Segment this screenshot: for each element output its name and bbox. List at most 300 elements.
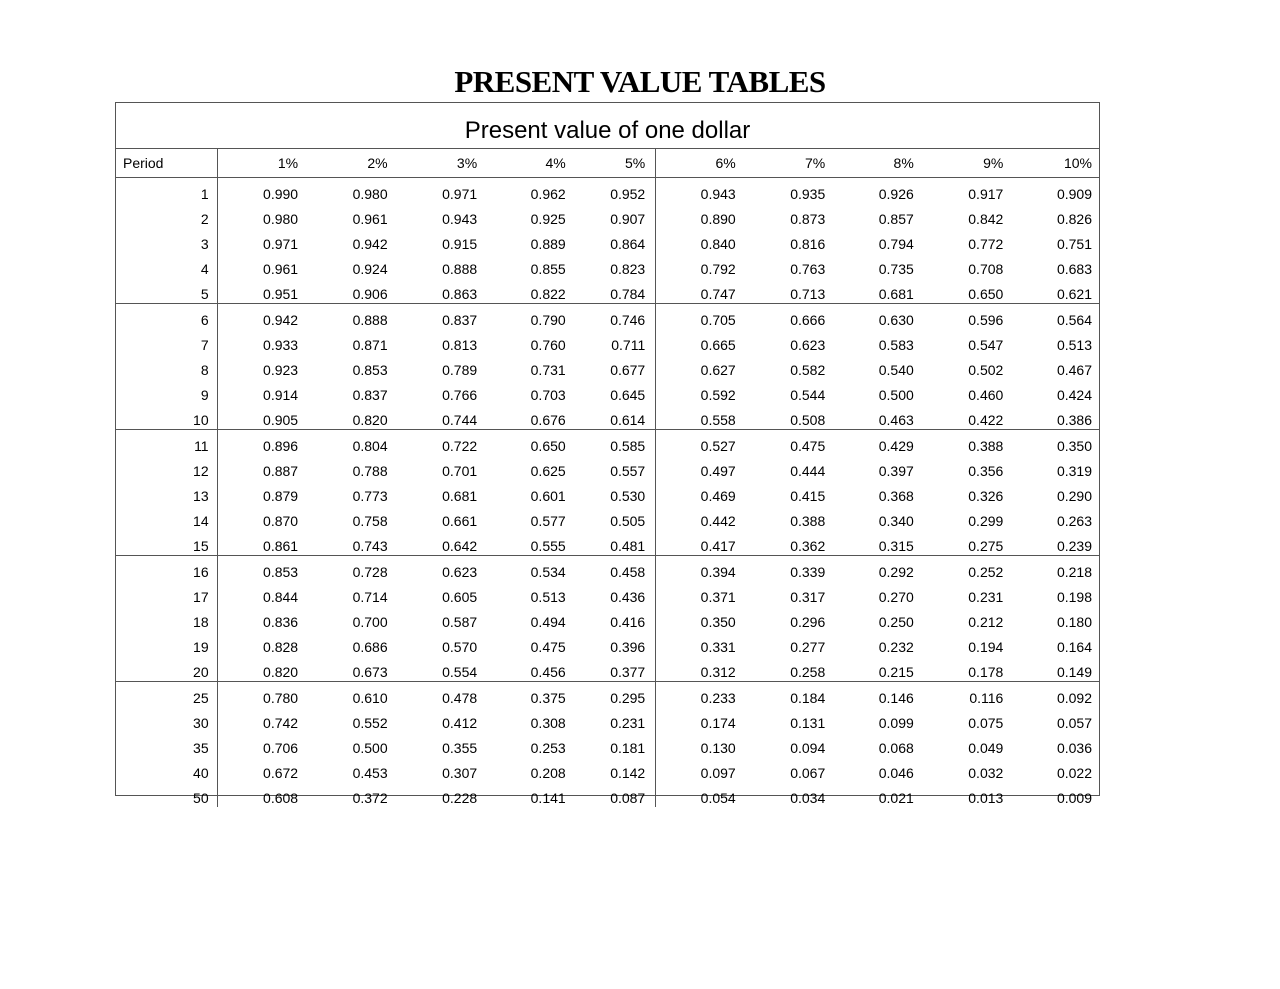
pv-factor: 0.415 <box>790 487 826 504</box>
pv-factor: 0.054 <box>700 789 736 806</box>
pv-factor: 0.087 <box>610 789 646 806</box>
value-cell <box>477 505 566 530</box>
value-cell <box>217 253 298 278</box>
header-rate: 1% <box>217 149 298 178</box>
period-label: 18 <box>193 613 209 630</box>
period-label: 3 <box>200 235 209 252</box>
pv-factor: 0.544 <box>790 386 826 403</box>
period-label: 8 <box>200 361 209 378</box>
pv-factor: 0.092 <box>1056 689 1092 706</box>
value-cell <box>217 732 298 757</box>
value-cell <box>825 631 914 656</box>
value-cell <box>566 707 656 732</box>
pv-factor: 0.933 <box>263 336 299 353</box>
value-cell <box>914 707 1004 732</box>
value-cell <box>914 379 1004 404</box>
value-cell <box>1003 707 1100 732</box>
pv-factor: 0.924 <box>352 260 388 277</box>
pv-factor: 0.713 <box>790 285 826 302</box>
pv-factor: 0.708 <box>968 260 1004 277</box>
value-cell <box>388 379 478 404</box>
value-cell <box>298 354 388 379</box>
pv-factor: 0.424 <box>1056 386 1092 403</box>
value-cell <box>825 682 914 708</box>
pv-factor: 0.623 <box>442 563 478 580</box>
value-cell <box>914 304 1004 330</box>
value-cell <box>656 505 736 530</box>
value-cell <box>1003 430 1100 456</box>
value-cell <box>914 329 1004 354</box>
pv-factor: 0.621 <box>1056 285 1092 302</box>
value-cell <box>914 581 1004 606</box>
value-cell <box>736 556 826 582</box>
pv-factor: 0.097 <box>700 764 736 781</box>
value-cell <box>656 253 736 278</box>
pv-factor: 0.888 <box>442 260 478 277</box>
value-cell <box>388 606 478 631</box>
pv-factor: 0.790 <box>530 311 566 328</box>
value-cell <box>914 505 1004 530</box>
period-label: 11 <box>194 437 209 454</box>
present-value-table-box <box>115 102 1100 806</box>
value-cell <box>656 656 736 682</box>
value-cell <box>825 782 914 807</box>
pv-factor: 0.164 <box>1056 638 1092 655</box>
value-cell <box>566 253 656 278</box>
pv-factor: 0.396 <box>610 638 646 655</box>
pv-factor: 0.853 <box>352 361 388 378</box>
value-cell <box>825 606 914 631</box>
value-cell <box>656 354 736 379</box>
table-row <box>116 606 1100 631</box>
value-cell <box>217 354 298 379</box>
value-cell <box>566 782 656 807</box>
value-cell <box>736 757 826 782</box>
value-cell <box>217 379 298 404</box>
table-row <box>116 631 1100 656</box>
value-cell <box>736 278 826 304</box>
pv-factor: 0.751 <box>1056 235 1092 252</box>
value-cell <box>825 304 914 330</box>
pv-factor: 0.460 <box>968 386 1004 403</box>
header-rate: 8% <box>825 149 914 178</box>
value-cell <box>388 530 478 556</box>
pv-factor: 0.610 <box>352 689 388 706</box>
period-cell <box>116 430 217 456</box>
pv-factor: 0.469 <box>700 487 736 504</box>
pv-factor: 0.356 <box>968 462 1004 479</box>
table-row <box>116 178 1100 204</box>
value-cell <box>217 631 298 656</box>
pv-factor: 0.275 <box>968 537 1004 554</box>
pv-factor: 0.746 <box>610 311 646 328</box>
pv-factor: 0.131 <box>790 714 826 731</box>
pv-factor: 0.980 <box>263 210 299 227</box>
value-cell <box>388 304 478 330</box>
value-cell <box>217 707 298 732</box>
value-cell <box>736 606 826 631</box>
table-row <box>116 581 1100 606</box>
pv-factor: 0.258 <box>790 663 826 680</box>
value-cell <box>914 732 1004 757</box>
value-cell <box>298 656 388 682</box>
period-label: 19 <box>193 638 209 655</box>
value-cell <box>388 782 478 807</box>
table-row <box>116 354 1100 379</box>
pv-factor: 0.701 <box>442 462 478 479</box>
value-cell <box>566 556 656 582</box>
page-title: PRESENT VALUE TABLES <box>454 64 826 99</box>
value-cell <box>298 304 388 330</box>
pv-factor: 0.218 <box>1056 563 1092 580</box>
value-cell <box>477 379 566 404</box>
pv-factor: 0.099 <box>878 714 914 731</box>
value-cell <box>566 732 656 757</box>
pv-factor: 0.481 <box>610 537 646 554</box>
value-cell <box>566 505 656 530</box>
header-rate: 2% <box>298 149 388 178</box>
pv-factor: 0.773 <box>352 487 388 504</box>
value-cell <box>1003 304 1100 330</box>
pv-factor: 0.534 <box>530 563 566 580</box>
pv-factor: 0.870 <box>263 512 299 529</box>
value-cell <box>477 707 566 732</box>
value-cell <box>736 228 826 253</box>
value-cell <box>477 329 566 354</box>
pv-factor: 0.915 <box>442 235 478 252</box>
pv-factor: 0.871 <box>352 336 388 353</box>
pv-factor: 0.672 <box>263 764 299 781</box>
value-cell <box>298 606 388 631</box>
value-cell <box>217 455 298 480</box>
pv-factor: 0.585 <box>610 437 646 454</box>
table-row <box>116 404 1100 430</box>
value-cell <box>217 581 298 606</box>
value-cell <box>298 631 388 656</box>
value-cell <box>1003 455 1100 480</box>
period-cell <box>116 581 217 606</box>
pv-factor: 0.505 <box>610 512 646 529</box>
table-row <box>116 782 1100 807</box>
table-body <box>116 178 1100 808</box>
value-cell <box>825 404 914 430</box>
value-cell <box>914 404 1004 430</box>
pv-factor: 0.980 <box>352 185 388 202</box>
value-cell <box>217 757 298 782</box>
value-cell <box>566 682 656 708</box>
value-cell <box>656 782 736 807</box>
pv-factor: 0.844 <box>263 588 299 605</box>
pv-factor: 0.355 <box>442 739 478 756</box>
period-label: 14 <box>193 512 209 529</box>
period-cell <box>116 304 217 330</box>
value-cell <box>736 581 826 606</box>
value-cell <box>477 757 566 782</box>
pv-factor: 0.896 <box>263 437 299 454</box>
pv-factor: 0.627 <box>700 361 736 378</box>
value-cell <box>914 782 1004 807</box>
pv-factor: 0.909 <box>1056 185 1092 202</box>
value-cell <box>388 278 478 304</box>
pv-factor: 0.436 <box>610 588 646 605</box>
value-cell <box>217 203 298 228</box>
value-cell <box>914 253 1004 278</box>
pv-factor: 0.942 <box>263 311 299 328</box>
pv-factor: 0.887 <box>263 462 299 479</box>
pv-factor: 0.650 <box>968 285 1004 302</box>
pv-factor: 0.906 <box>352 285 388 302</box>
value-cell <box>298 782 388 807</box>
pv-factor: 0.747 <box>700 285 736 302</box>
pv-factor: 0.130 <box>700 739 736 756</box>
pv-factor: 0.836 <box>263 613 299 630</box>
pv-factor: 0.962 <box>530 185 566 202</box>
table-row <box>116 278 1100 304</box>
value-cell <box>388 253 478 278</box>
value-cell <box>298 430 388 456</box>
pv-factor: 0.742 <box>263 714 299 731</box>
pv-factor: 0.555 <box>530 537 566 554</box>
value-cell <box>298 530 388 556</box>
table-row <box>116 203 1100 228</box>
value-cell <box>656 304 736 330</box>
header-rate: 6% <box>656 149 736 178</box>
pv-factor: 0.592 <box>700 386 736 403</box>
pv-factor: 0.763 <box>790 260 826 277</box>
pv-factor: 0.547 <box>968 336 1004 353</box>
pv-factor: 0.935 <box>790 185 826 202</box>
pv-factor: 0.855 <box>530 260 566 277</box>
pv-factor: 0.021 <box>878 789 914 806</box>
period-cell <box>116 278 217 304</box>
value-cell <box>1003 757 1100 782</box>
pv-factor: 0.350 <box>700 613 736 630</box>
pv-factor: 0.582 <box>790 361 826 378</box>
value-cell <box>388 656 478 682</box>
pv-factor: 0.971 <box>442 185 478 202</box>
value-cell <box>298 682 388 708</box>
value-cell <box>477 178 566 204</box>
pv-factor: 0.467 <box>1056 361 1092 378</box>
pv-factor: 0.558 <box>700 411 736 428</box>
pv-factor: 0.475 <box>530 638 566 655</box>
pv-factor: 0.863 <box>442 285 478 302</box>
value-cell <box>1003 404 1100 430</box>
value-cell <box>656 732 736 757</box>
value-cell <box>736 329 826 354</box>
pv-factor: 0.212 <box>968 613 1004 630</box>
table-row <box>116 530 1100 556</box>
pv-factor: 0.362 <box>790 537 826 554</box>
pv-factor: 0.926 <box>878 185 914 202</box>
pv-factor: 0.677 <box>610 361 646 378</box>
pv-factor: 0.552 <box>352 714 388 731</box>
period-cell <box>116 682 217 708</box>
table-row <box>116 757 1100 782</box>
value-cell <box>736 682 826 708</box>
pv-factor: 0.942 <box>352 235 388 252</box>
value-cell <box>1003 329 1100 354</box>
pv-factor: 0.317 <box>790 588 826 605</box>
value-cell <box>825 732 914 757</box>
pv-factor: 0.650 <box>530 437 566 454</box>
pv-factor: 0.009 <box>1056 789 1092 806</box>
pv-factor: 0.735 <box>878 260 914 277</box>
value-cell <box>388 455 478 480</box>
value-cell <box>477 556 566 582</box>
period-label: 7 <box>200 336 209 353</box>
pv-factor: 0.820 <box>352 411 388 428</box>
value-cell <box>298 732 388 757</box>
pv-factor: 0.914 <box>263 386 299 403</box>
pv-factor: 0.681 <box>442 487 478 504</box>
value-cell <box>1003 178 1100 204</box>
pv-factor: 0.645 <box>610 386 646 403</box>
pv-factor: 0.022 <box>1056 764 1092 781</box>
value-cell <box>477 354 566 379</box>
value-cell <box>1003 656 1100 682</box>
value-cell <box>736 253 826 278</box>
value-cell <box>656 480 736 505</box>
pv-factor: 0.794 <box>878 235 914 252</box>
table-row <box>116 556 1100 582</box>
period-cell <box>116 178 217 204</box>
pv-factor: 0.181 <box>610 739 646 756</box>
value-cell <box>736 379 826 404</box>
period-label: 10 <box>193 411 209 428</box>
header-period: Period <box>116 149 217 178</box>
pv-factor: 0.252 <box>968 563 1004 580</box>
pv-factor: 0.315 <box>878 537 914 554</box>
pv-factor: 0.951 <box>263 285 299 302</box>
pv-factor: 0.375 <box>530 689 566 706</box>
pv-factor: 0.308 <box>530 714 566 731</box>
value-cell <box>825 581 914 606</box>
value-cell <box>1003 354 1100 379</box>
pv-factor: 0.422 <box>968 411 1004 428</box>
pv-factor: 0.270 <box>878 588 914 605</box>
pv-factor: 0.331 <box>700 638 736 655</box>
value-cell <box>566 757 656 782</box>
pv-factor: 0.180 <box>1056 613 1092 630</box>
table-row <box>116 682 1100 708</box>
pv-factor: 0.952 <box>610 185 646 202</box>
value-cell <box>825 757 914 782</box>
pv-factor: 0.397 <box>878 462 914 479</box>
pv-factor: 0.666 <box>790 311 826 328</box>
value-cell <box>298 455 388 480</box>
value-cell <box>298 505 388 530</box>
pv-factor: 0.456 <box>530 663 566 680</box>
pv-factor: 0.394 <box>700 563 736 580</box>
pv-factor: 0.623 <box>790 336 826 353</box>
period-cell <box>116 656 217 682</box>
value-cell <box>566 228 656 253</box>
pv-factor: 0.527 <box>700 437 736 454</box>
value-cell <box>656 455 736 480</box>
value-cell <box>656 178 736 204</box>
value-cell <box>298 178 388 204</box>
pv-factor: 0.239 <box>1056 537 1092 554</box>
value-cell <box>298 707 388 732</box>
table-subtitle: Present value of one dollar <box>116 103 1099 149</box>
value-cell <box>656 203 736 228</box>
pv-factor: 0.032 <box>968 764 1004 781</box>
header-rate: 9% <box>914 149 1004 178</box>
pv-factor: 0.554 <box>442 663 478 680</box>
value-cell <box>1003 480 1100 505</box>
period-cell <box>116 228 217 253</box>
pv-factor: 0.453 <box>352 764 388 781</box>
period-cell <box>116 404 217 430</box>
pv-factor: 0.013 <box>968 789 1004 806</box>
value-cell <box>217 404 298 430</box>
value-cell <box>566 530 656 556</box>
value-cell <box>388 354 478 379</box>
pv-factor: 0.990 <box>263 185 299 202</box>
pv-factor: 0.463 <box>878 411 914 428</box>
value-cell <box>298 253 388 278</box>
pv-factor: 0.705 <box>700 311 736 328</box>
value-cell <box>1003 379 1100 404</box>
value-cell <box>1003 556 1100 582</box>
value-cell <box>477 606 566 631</box>
value-cell <box>388 480 478 505</box>
pv-factor: 0.478 <box>442 689 478 706</box>
pv-factor: 0.412 <box>442 714 478 731</box>
pv-factor: 0.828 <box>263 638 299 655</box>
value-cell <box>914 656 1004 682</box>
pv-factor: 0.601 <box>530 487 566 504</box>
value-cell <box>388 203 478 228</box>
value-cell <box>736 430 826 456</box>
value-cell <box>298 278 388 304</box>
value-cell <box>217 329 298 354</box>
value-cell <box>825 178 914 204</box>
value-cell <box>656 682 736 708</box>
value-cell <box>736 631 826 656</box>
value-cell <box>656 404 736 430</box>
pv-factor: 0.676 <box>530 411 566 428</box>
pv-factor: 0.429 <box>878 437 914 454</box>
table-row <box>116 253 1100 278</box>
pv-factor: 0.049 <box>968 739 1004 756</box>
value-cell <box>388 430 478 456</box>
value-cell <box>388 178 478 204</box>
value-cell <box>388 732 478 757</box>
pv-factor: 0.890 <box>700 210 736 227</box>
pv-factor: 0.703 <box>530 386 566 403</box>
pv-factor: 0.665 <box>700 336 736 353</box>
pv-factor: 0.500 <box>878 386 914 403</box>
table-row <box>116 379 1100 404</box>
value-cell <box>566 480 656 505</box>
value-cell <box>656 278 736 304</box>
pv-factor: 0.681 <box>878 285 914 302</box>
value-cell <box>566 379 656 404</box>
period-label: 25 <box>193 689 209 706</box>
value-cell <box>825 228 914 253</box>
value-cell <box>388 228 478 253</box>
pv-factor: 0.142 <box>610 764 646 781</box>
pv-factor: 0.971 <box>263 235 299 252</box>
pv-factor: 0.642 <box>442 537 478 554</box>
value-cell <box>566 304 656 330</box>
value-cell <box>566 606 656 631</box>
value-cell <box>656 757 736 782</box>
value-cell <box>914 203 1004 228</box>
value-cell <box>298 404 388 430</box>
